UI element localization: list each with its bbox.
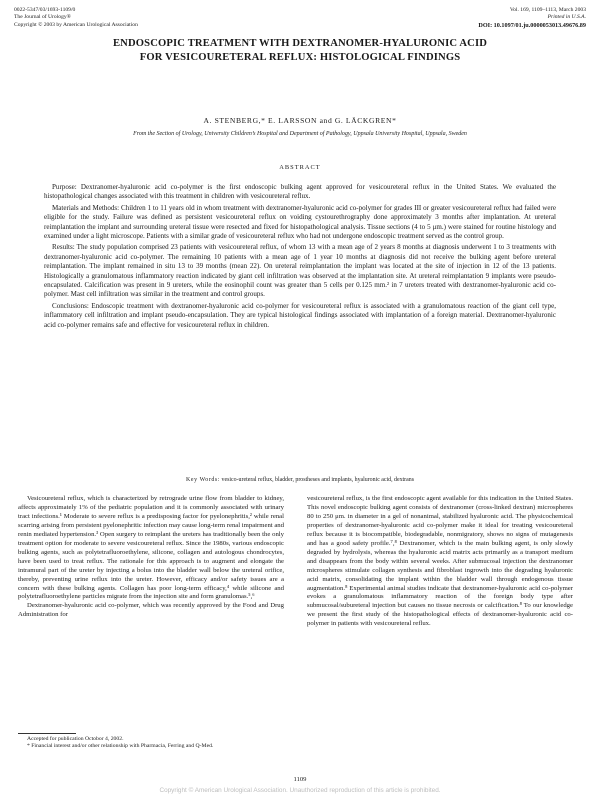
body-paragraph-1: Vesicoureteral reflux, which is characterized by retrograde urine flow from bladder to kidney, affects approximately 1% of the pediatric population and it is commonly associated with urinary tract infections.¹ Moderate to severe reflux is a predisposing factor for pyelonephritis,² while renal scarring arising from persistent pyelonephritic infection may cause long-term renal impairment and renin mediated hypertension.³ Open surgery to reimplant the ureters has traditionally been the only treatment option for moderate to severe vesicoureteral reflux. Since the 1980s, various endoscopic bulking agents, such as polytetrafluoroethylene, silicone, collagen and autologous chondrocytes, have been used to treat reflux. The rationale for this approach is to augment and elongate the intramural part of the ureter by injecting a bolus into the bladder wall below the ureteral orifice, thereby, preventing urine reflux into the ureter. However, efficacy and/or safety issues are a concern with these bulking agents. Collagen has poor long-term efficacy,⁴ while silicone and polytetrafluoroethylene particles migrate from the injection site and form granulomas.⁵,⁶ (18, 495, 284, 601)
keywords-label: Key Words: (186, 477, 221, 483)
footnote-interest: * Financial interest and/or other relationship with Pharmacia, Ferring and Q-Med. (27, 743, 214, 750)
author-list: A. STENBERG,* E. LARSSON and G. LÄCKGREN* (203, 116, 397, 125)
keywords (0, 477, 600, 483)
footnotes (18, 736, 284, 751)
keywords-text: vesico-ureteral reflux, bladder, prostheses and implants, hyaluronic acid, dextrans (221, 477, 414, 483)
abstract-methods: Materials and Methods: Children 1 to 11 years old in whom treatment with dextranomer-hyaluronic acid co-polymer for grades III or greater vesicoureteral reflux had failed were eligible for the study. Failure was defined as persistent vesicoureteral reflux on voiding cystourethrography done approximately 3 months after implantation. At ureteral reimplantation the implant and surrounding ureteral tissue were resected and fixed for histopathological analysis. Tissue sections (4 to 5 μm.) were stained for routine histology and examined under a light microscope. Patients with a similar grade of vesicoureteral reflux who had not undergone endoscopic treatment served as the control group. (44, 203, 556, 241)
body-column-left (18, 495, 284, 620)
journal-code: 0022-5347/03/1693-1109/0 (14, 7, 76, 13)
body-paragraph-3: vesicoureteral reflux, is the first endoscopic agent available for this indication in the United States. This novel endoscopic bulking agent consists of dextranomer (cross-linked dextran) microspheres 80 to 250 μm. in diameter in a gel of nonanimal, stabilized hyaluronic acid. The physicochemical properties of dextranomer-hyaluronic acid co-polymer make it ideal for treating vesicoureteral reflux because it is biocompatible, biodegradable, nonmigratory, shows no signs of mutagenesis and has a good safety profile.⁷,⁸ Dextranomer, which is the main bulking agent, is only slowly degraded by hydrolysis, whereas the hyaluronic acid matrix acts primarily as a transport medium and disappears from the body within several weeks. After submucosal injection the dextranomer microspheres stimulate collagen synthesis and fibroblast ingrowth into the degrading hyaluronic acid matrix, consolidating the implant within the bladder wall through endogenous tissue augmentation.⁸ Experimental animal studies indicate that dextranomer-hyaluronic acid co-polymer evokes a granulomatous inflammatory reaction of the foreign body type after submucosal/subureteral injection but causes no tissue necrosis or calcification.⁸ To our knowledge we present the first study of the histopathological effects of dextranomer-hyaluronic acid co-polymer in patients with vesicoureteral reflux. (307, 495, 573, 628)
abstract-results: Results: The study population comprised 23 patients with vesicoureteral reflux, of whom 13 with a mean age of 2 years 8 months at diagnosis underwent 1 to 3 treatments with dextranomer-hyaluronic acid co-polymer. The remaining 10 patients with a mean age of 1 year 10 months at diagnosis did not receive the bulking agent before ureteral reimplantation. The implant remained in situ 13 to 39 months (mean 22). On ureteral reimplantation the implant was located at the site of injection in 12 of the 13 patients. Histologically a granulomatous inflammatory reaction indicated by giant cell infiltration was observed at the implantation site. At ureteral reimplantation 9 implants were pseudo-encapsulated. Calcification was present in 9 ureters, while the eosinophil count was greater than 5 cells per 0.125 mm.² in 7 ureters treated with dextranomer-hyaluronic acid co-polymer. Mast cell infiltration was similar in the treatment and control groups. (44, 243, 556, 299)
article-title-line-2: FOR VESICOURETERAL REFLUX: HISTOLOGICAL FINDINGS (139, 52, 461, 63)
abstract-heading: ABSTRACT (279, 164, 321, 171)
doi-link[interactable]: DOI: 10.1097/01.ju.0000053013.49676.89 (478, 21, 586, 29)
abstract-conclusions: Conclusions: Endoscopic treatment with dextranomer-hyaluronic acid co-polymer for vesicoureteral reflux is associated with a granulomatous reaction of the giant cell type, inflammatory cell infiltration and implant pseudo-encapsulation. They are typical histological findings associated with implantation of a foreign material. Dextranomer-hyaluronic acid co-polymer remains safe and effective for vesicoureteral reflux in children. (44, 301, 556, 329)
journal-header-right (478, 7, 586, 29)
footnote-divider (18, 733, 76, 734)
copyright-line: Copyright © 2003 by American Urological Association (14, 21, 138, 28)
article-title (0, 37, 600, 65)
abstract-purpose: Purpose: Dextranomer-hyaluronic acid co-polymer is the first endoscopic bulking agent approved for vesicoureteral reflux in the United States. We evaluated the histopathological changes associated with this treatment in children with vesicoureteral reflux. (44, 183, 556, 201)
abstract-body (44, 183, 556, 332)
copyright-watermark: Copyright © American Urological Association. Unauthorized reproduction of this article is prohibited. (159, 787, 441, 794)
volume-info: Vol. 169, 1109–1113, March 2003 (509, 7, 586, 13)
journal-name: The Journal of Urology® (14, 14, 71, 21)
footnote-accepted: Accepted for publication Octobor 4, 2002. (27, 736, 124, 742)
article-title-line-1: ENDOSCOPIC TREATMENT WITH DEXTRANOMER-HYALURONIC ACID (112, 38, 488, 49)
page-number: 1109 (293, 776, 307, 783)
body-column-right (307, 495, 573, 629)
printed-in: Printed in U.S.A. (547, 14, 586, 21)
journal-header-left (14, 7, 138, 29)
body-paragraph-2: Dextranomer-hyaluronic acid co-polymer, which was recently approved by the Food and Drug Administration for (18, 602, 284, 619)
affiliation: From the Section of Urology, University Children’s Hospital and Department of Pathology, Uppsala University Hospital, Uppsala, Sweden (133, 131, 467, 137)
